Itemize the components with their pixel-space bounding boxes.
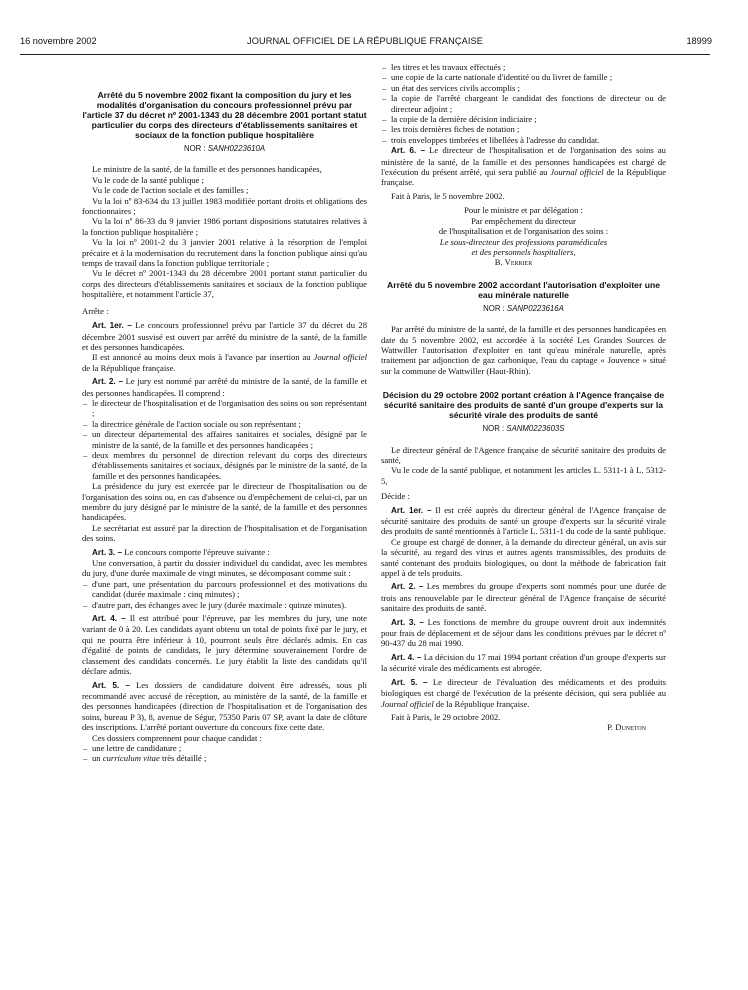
decision-article-4-label: Art. 4. – bbox=[391, 652, 422, 662]
article-6-text: Le directeur de l'hospitalisation et de l'organisation des soins au ministère de la santé, de la famille et des personnes handicapées est chargé de l'exécution du présent arrêté, qui sera publié au bbox=[381, 145, 666, 178]
article-3-text: Le concours comporte l'épreuve suivante : bbox=[124, 546, 270, 557]
decision-preamble: Le directeur général de l'Agence française de sécurité sanitaire des produits de santé, bbox=[381, 444, 666, 465]
article-3 bbox=[82, 547, 367, 558]
header-journal-title: JOURNAL OFFICIEL DE LA RÉPUBLIQUE FRANÇAISE bbox=[247, 36, 483, 46]
signature-line: Par empêchement du directeur bbox=[471, 215, 576, 226]
visa-4: Vu la loi nº 86-33 du 9 janvier 1986 portant dispositions statutaires relatives à la fonction publique hospitalière ; bbox=[82, 216, 367, 237]
decision-article-2 bbox=[381, 581, 666, 613]
article-5-list bbox=[82, 743, 367, 764]
article-1-b bbox=[82, 352, 367, 373]
article-1-text: Le concours professionnel prévu par l'article 37 du décret du 28 décembre 2001 susvisé est ouvert par arrêté du ministre de la santé, de la famille et des personnes handicapées. bbox=[82, 320, 367, 352]
header-rule bbox=[20, 54, 710, 55]
decision-article-1 bbox=[381, 505, 666, 537]
decision-article-2-label: Art. 2. – bbox=[391, 582, 424, 592]
article-6-journal: Journal officiel bbox=[550, 167, 604, 178]
visa-2: Vu le code de l'action sociale et des familles ; bbox=[92, 185, 249, 196]
decision-article-5-text: Le directeur de l'évaluation des médicaments et des produits biologiques est chargé de l'exécution de la présente décision, qui sera publiée au bbox=[381, 676, 666, 699]
article-2 bbox=[82, 376, 367, 398]
article-1-b-text: Il est annoncé au moins deux mois à l'avance par insertion au bbox=[92, 352, 311, 363]
nor-label: NOR : bbox=[482, 424, 505, 434]
fait-1: Fait à Paris, le 5 novembre 2002. bbox=[391, 190, 505, 201]
nor-code: SANH0223610A bbox=[207, 144, 266, 153]
arrete-2-body: Par arrêté du ministre de la santé, de la famille et des personnes handicapées en date du 5 novembre 2002, est accordée à la société Les Grandes Sources de Wattwiller l'autorisation d'exploiter en tant qu'eau minérale naturelle, après traitement par adjonction de gaz carbonique, l'eau du captage « Jouvence » situé sur la commune de Wattwiller (Haut-Rhin). bbox=[381, 324, 666, 376]
list-item: – un état des services civils accomplis ; bbox=[391, 83, 666, 93]
arrete-2-title: Arrêté du 5 novembre 2002 accordant l'autorisation d'exploiter une eau minérale naturelle bbox=[387, 279, 660, 300]
arrete-heading: Arrête : bbox=[82, 305, 109, 316]
list-item: – le directeur de l'hospitalisation et de l'organisation des soins ou son représentant ; bbox=[92, 398, 367, 419]
decision-article-1-label: Art. 1er. – bbox=[391, 505, 432, 515]
decision-article-5 bbox=[381, 677, 666, 709]
page-header bbox=[20, 36, 710, 52]
article-5-label: Art. 5. – bbox=[92, 680, 130, 690]
article-1-label: Art. 1er. – bbox=[92, 321, 132, 331]
article-5-text: Les dossiers de candidature doivent être adressés, sous pli recommandé avec accusé de réception, au ministère de la santé, de la famille et des personnes handicapées (direction de l'hospitalisation et de l'organisation des soins, bureau P 3), 8, avenue de Ségur, 75350 Paris 07 SP, avant la date de clôture des inscriptions. L'arrêté portant ouverture du concours fixe cette date. bbox=[82, 679, 367, 733]
decision-article-1-b: Ce groupe est chargé de donner, à la demande du directeur général, un avis sur la sécurité, au regard des virus et autres agents transmissibles, des produits de santé contenant des produits biologiques, ou dont la méthode de fabrication fait appel à de tels produits. bbox=[381, 536, 666, 579]
signature-block-1 bbox=[381, 205, 666, 267]
signatory-2: P. Duneton bbox=[607, 722, 646, 733]
decide-heading: Décide : bbox=[381, 491, 410, 502]
article-1 bbox=[82, 320, 367, 352]
decision-article-4-text: La décision du 17 mai 1994 portant création d'un groupe d'experts sur la sécurité virale des médicaments est abrogée. bbox=[381, 651, 666, 674]
article-6-end: de la République française. bbox=[381, 167, 667, 188]
article-1-b-journal: Journal officiel bbox=[313, 352, 368, 363]
list-item: – la directrice générale de l'action sociale ou son représentant ; bbox=[92, 419, 367, 429]
visa-3: Vu la loi nº 83-634 du 13 juillet 1983 modifiée portant droits et obligations des fonctionnaires ; bbox=[82, 195, 367, 217]
article-6-label: Art. 6. – bbox=[391, 146, 426, 156]
dossier-list bbox=[381, 62, 666, 145]
nor-code: SANP0223616A bbox=[507, 303, 564, 313]
decision-title: Décision du 29 octobre 2002 portant création à l'Agence française de sécurité sanitaire des produits de santé d'un groupe d'experts sur la sécurité virale des produits de santé bbox=[382, 390, 665, 421]
right-column bbox=[381, 62, 666, 733]
article-3-label: Art. 3. – bbox=[92, 547, 123, 557]
visa-1: Vu le code de la santé publique ; bbox=[92, 174, 204, 185]
decision-article-2-text: Les membres du groupe d'experts sont nommés pour une durée de trois ans renouvelable par le directeur général de l'Agence française de sécurité sanitaire des produits de santé. bbox=[381, 581, 666, 614]
nor-code: SANM0223603S bbox=[506, 424, 565, 434]
visa-5: Vu la loi nº 2001-2 du 3 janvier 2001 relative à la résorption de l'emploi précaire et à la modernisation du recrutement dans la fonction publique ainsi qu'au temps de travail dans la fonction publique territoriale ; bbox=[82, 237, 367, 269]
article-5 bbox=[82, 680, 367, 733]
fait-2: Fait à Paris, le 29 octobre 2002. bbox=[391, 711, 501, 722]
arrete-2-nor bbox=[381, 304, 666, 314]
decision-article-3-label: Art. 3. – bbox=[391, 617, 424, 627]
signature-line: et des personnels hospitaliers, bbox=[471, 246, 576, 257]
decision-visa: Vu le code de la santé publique, et notamment les articles L. 5311-1 à L. 5312-5, bbox=[381, 465, 666, 486]
article-2-c: Le secrétariat est assuré par la direction de l'hospitalisation et de l'organisation des soins. bbox=[82, 522, 367, 544]
list-item: – d'autre part, des échanges avec le jury (durée maximale : quinze minutes). bbox=[92, 600, 367, 610]
article-5-b: Ces dossiers comprennent pour chaque candidat : bbox=[92, 732, 262, 743]
list-item: – une copie de la carte nationale d'identité ou du livret de famille ; bbox=[391, 72, 666, 82]
article-2-b: La présidence du jury est exercée par le directeur de l'hospitalisation ou de l'organisation des soins ou, en cas d'absence ou d'empêchement de celui-ci, par un membre du jury désigné par le ministre de la santé, de la famille et des personnes handicapées. bbox=[82, 481, 367, 523]
signature-line: Pour le ministre et par délégation : bbox=[464, 205, 583, 216]
list-item: – un directeur départemental des affaires sanitaires et sociales, désigné par le ministre de la santé, de la famille et des personnes handicapées ; bbox=[92, 429, 367, 450]
list-item-end: très détaillé ; bbox=[161, 753, 207, 764]
decision-article-3-text: Les fonctions de membre du groupe ouvrent droit aux indemnités pour frais de déplacement et de séjour dans les conditions prévues par le décret nº 90-437 du 28 mai 1990. bbox=[381, 616, 666, 649]
list-item: – d'une part, une présentation du parcours professionnel et des motivations du candidat (durée maximale : cinq minutes) ; bbox=[92, 579, 367, 600]
article-4 bbox=[82, 613, 367, 676]
header-date: 16 novembre 2002 bbox=[20, 36, 97, 46]
visa-6: Vu le décret nº 2001-1343 du 28 décembre 2001 portant statut particulier du corps des directeurs d'établissements sanitaires et sociaux de la fonction publique hospitalière, et notamment l'article 37, bbox=[82, 268, 367, 300]
list-item-text: un bbox=[92, 753, 101, 764]
signature-line: Le sous-directeur des professions paramédicales bbox=[439, 236, 608, 247]
list-item bbox=[92, 753, 367, 763]
article-4-label: Art. 4. – bbox=[92, 614, 126, 624]
article-2-text: Le jury est nommé par arrêté du ministre de la santé, de la famille et des personnes handicapées. Il comprend : bbox=[82, 376, 367, 398]
list-item: – les trois dernières fiches de notation ; bbox=[391, 124, 666, 134]
decision-article-5-journal: Journal officiel bbox=[381, 698, 434, 709]
header-page-number: 18999 bbox=[686, 36, 712, 46]
preamble: Le ministre de la santé, de la famille et des personnes handicapées, bbox=[92, 164, 322, 175]
list-item: – la copie de la dernière décision indiciaire ; bbox=[391, 114, 666, 124]
article-2-label: Art. 2. – bbox=[92, 377, 123, 387]
decision-article-1-text: Il est créé auprès du directeur général de l'Agence française de sécurité sanitaire des produits de santé un groupe d'experts sur la sécurité virale des produits de santé mentionnés à l'article L. 5311-1 du code de la santé publique. bbox=[381, 504, 666, 537]
decision-article-5-end: de la République française. bbox=[435, 698, 530, 709]
list-item: – une lettre de candidature ; bbox=[92, 743, 367, 753]
signature-line: de l'hospitalisation et de l'organisation des soins : bbox=[438, 226, 609, 237]
decision-article-5-label: Art. 5. – bbox=[391, 677, 428, 687]
decision-nor bbox=[381, 424, 666, 434]
article-6 bbox=[381, 145, 666, 188]
arrete-1-title: Arrêté du 5 novembre 2002 fixant la composition du jury et les modalités d'organisation du concours professionnel prévu par l'article 37 du décret nº 2001-1343 du 28 décembre 2001 portant statut particulier du corps des directeurs d'établissements sanitaires et sociaux de la fonction publique hospitalière bbox=[82, 90, 367, 140]
list-item: – la copie de l'arrêté chargeant le candidat des fonctions de directeur ou de directeur adjoint ; bbox=[391, 93, 666, 114]
signatory-1: B. Verrier bbox=[494, 257, 533, 268]
arrete-1-nor bbox=[82, 144, 367, 154]
nor-label: NOR : bbox=[483, 303, 505, 313]
list-item: – les titres et les travaux effectués ; bbox=[391, 62, 666, 72]
article-3-list bbox=[82, 579, 367, 610]
article-2-list bbox=[82, 398, 367, 481]
decision-article-4 bbox=[381, 652, 666, 674]
nor-label: NOR : bbox=[183, 144, 206, 153]
decision-article-3 bbox=[381, 617, 666, 649]
article-4-text: Il est attribué pour l'épreuve, par les membres du jury, une note variant de 0 à 20. Les candidats ayant obtenu un total de points fixé par le jury, et qui ne pourra être inférieur à 10, pourront seuls être déclarés admis. En cas d'égalité de points de candidats, le jury détermine souverainement l'ordre de classement des candidats concernés. Le jury établit la liste des candidats qu'il déclare admis. bbox=[82, 613, 367, 677]
article-1-b-end: de la République française. bbox=[82, 362, 176, 373]
list-item: – trois enveloppes timbrées et libellées à l'adresse du candidat. bbox=[391, 135, 666, 145]
left-column bbox=[82, 62, 367, 764]
list-item: – deux membres du personnel de direction relevant du corps des directeurs d'établissements sanitaires et sociaux, désignés par le ministre de la santé, de la famille et des personnes handicapées. bbox=[92, 450, 367, 481]
article-3-b: Une conversation, à partir du dossier individuel du candidat, avec les membres du jury, d'une durée maximale de vingt minutes, se décomposant comme suit : bbox=[82, 558, 367, 579]
list-item-cv: curriculum vitae bbox=[102, 753, 160, 764]
